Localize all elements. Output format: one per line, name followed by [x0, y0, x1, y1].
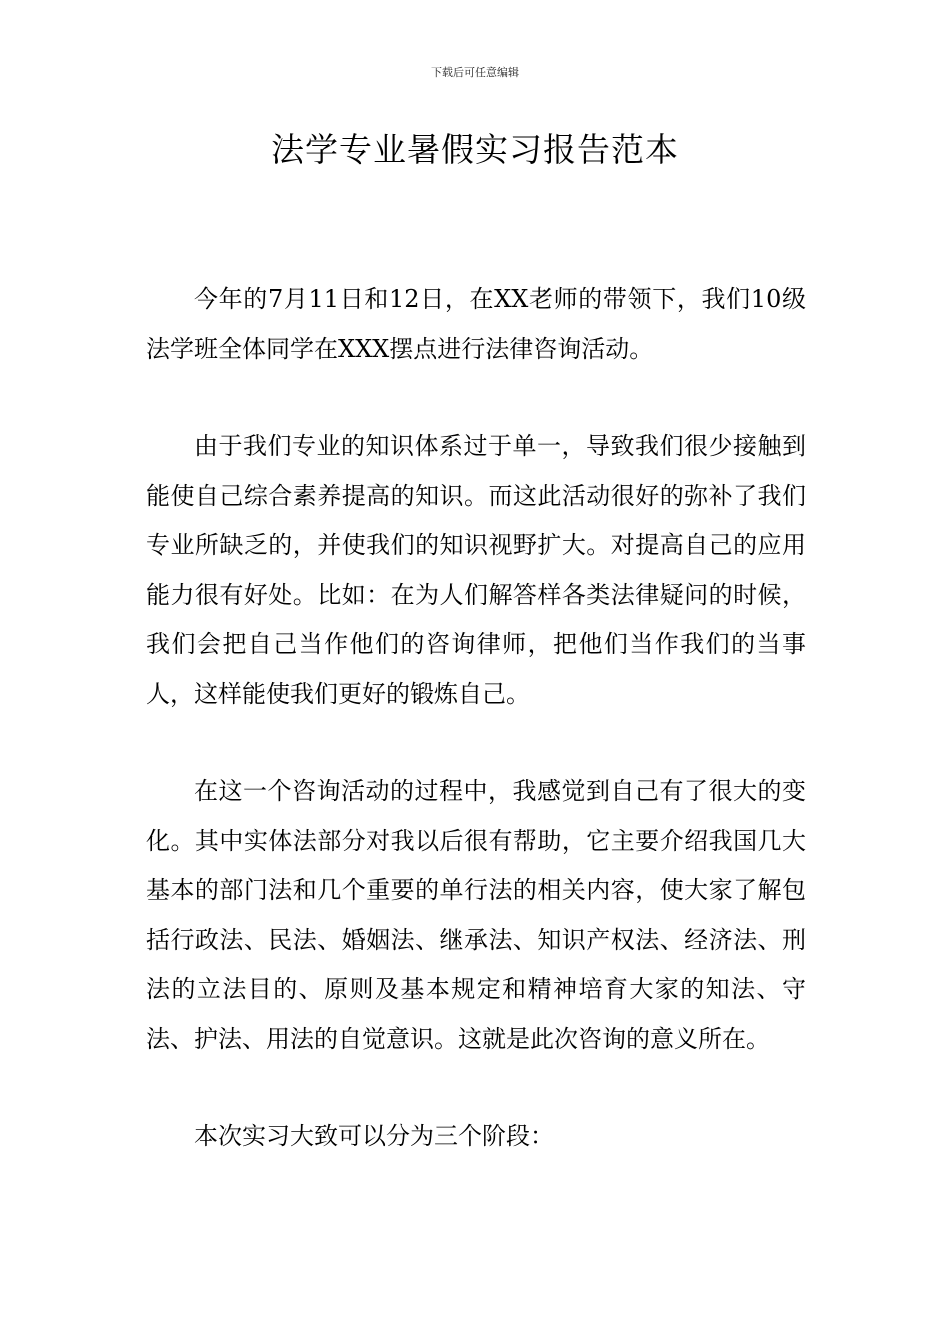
paragraph-knowledge: 由于我们专业的知识体系过于单一，导致我们很少接触到能使自己综合素养提高的知识。而这此活动很好的弥补了我们专业所缺乏的，并使我们的知识视野扩大。对提高自己的应用能力很有好处。比如：在为人们解答样各类法律疑问的时候，我们会把自己当作他们的咨询律师，把他们当作我们的当事人，这样能使我们更好的锻炼自己。	[146, 432, 806, 708]
header-note: 下载后可任意编辑	[431, 66, 519, 79]
paragraph-intro: 今年的7月11日和12日，在XX老师的带领下，我们10级法学班全体同学在XXX摆点进行法律咨询活动。	[146, 285, 806, 363]
paragraph-consultation: 在这一个咨询活动的过程中，我感觉到自己有了很大的变化。其中实体法部分对我以后很有帮助，它主要介绍我国几大基本的部门法和几个重要的单行法的相关内容，使大家了解包括行政法、民法、婚姻法、继承法、知识产权法、经济法、刑法的立法目的、原则及基本规定和精神培育大家的知法、守法、护法、用法的自觉意识。这就是此次咨询的意义所在。	[146, 777, 806, 1053]
document-body	[146, 275, 806, 1210]
paragraph-stages: 本次实习大致可以分为三个阶段：	[194, 1122, 554, 1150]
document-title: 法学专业暑假实习报告范本	[271, 130, 679, 169]
